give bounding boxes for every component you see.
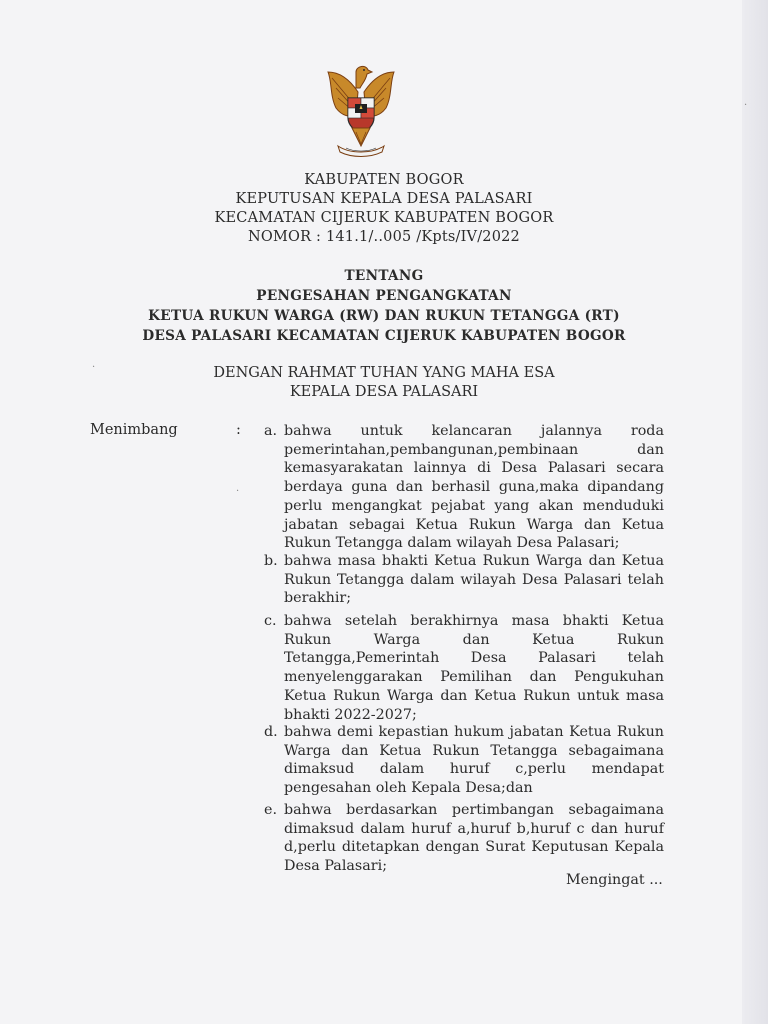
scan-speck: · bbox=[744, 100, 748, 111]
header-regency: KABUPATEN BOGOR bbox=[304, 172, 464, 188]
salutation-line-2: KEPALA DESA PALASARI bbox=[289, 384, 479, 400]
title-subject: PENGESAHAN PENGANGKATAN bbox=[256, 288, 512, 304]
list-item-text: bahwa setelah berakhirnya masa bhakti Ketua Rukun Warga dan Ketua Rukun Tetangga,Pemerintah Desa Palasari telah menyelenggarakan Pemilihan dan Pengukuhan Ketua Rukun Warga dan Ketua Rukun untuk masa bhakti 2022-2027; bbox=[284, 613, 664, 723]
list-item-text: bahwa untuk kelancaran jalannya roda pemerintahan,pembangunan,pembinaan dan kemasyarakatan lainnya di Desa Palasari secara berdaya guna dan berhasil guna,maka dipandang perlu mengangkat pejabat yang akan menduduki jabatan sebagai Ketua Rukun Warga dan Ketua Rukun Tetangga dalam wilayah Desa Palasari; bbox=[284, 423, 664, 552]
list-item-text: bahwa demi kepastian hukum jabatan Ketua Rukun Warga dan Ketua Rukun Tetangga sebagaimana dimaksud dalam huruf c,perlu mendapat pengesahan oleh Kepala Desa;dan bbox=[284, 724, 664, 797]
continuation-note: Mengingat ... bbox=[566, 872, 663, 888]
list-item-text: bahwa masa bhakti Ketua Rukun Warga dan Ketua Rukun Tetangga dalam wilayah Desa Palasari telah berakhir; bbox=[284, 553, 664, 607]
list-item bbox=[264, 801, 664, 876]
header-district: KECAMATAN CIJERUK KABUPATEN BOGOR bbox=[214, 210, 554, 226]
section-label-menimbang: Menimbang bbox=[90, 422, 178, 438]
salutation-line-1: DENGAN RAHMAT TUHAN YANG MAHA ESA bbox=[213, 365, 555, 381]
scan-speck: · bbox=[236, 486, 240, 497]
scan-speck: · bbox=[92, 362, 96, 373]
list-item bbox=[264, 552, 664, 608]
list-item-letter: c. bbox=[264, 613, 277, 629]
title-about: TENTANG bbox=[344, 268, 424, 284]
list-item-letter: d. bbox=[264, 724, 278, 740]
header-decree-title: KEPUTUSAN KEPALA DESA PALASARI bbox=[235, 191, 533, 207]
list-item-text: bahwa berdasarkan pertimbangan sebagaimana dimaksud dalam huruf a,huruf b,huruf c dan huruf d,perlu ditetapkan dengan Surat Keputusan Kepala Desa Palasari; bbox=[284, 802, 664, 875]
list-item-letter: a. bbox=[264, 423, 278, 439]
title-location: DESA PALASARI KECAMATAN CIJERUK KABUPATEN BOGOR bbox=[142, 328, 626, 344]
list-item bbox=[264, 612, 664, 724]
scan-edge bbox=[742, 0, 768, 1024]
list-item-letter: b. bbox=[264, 553, 278, 569]
title-subject-detail: KETUA RUKUN WARGA (RW) DAN RUKUN TETANGGA (RT) bbox=[148, 308, 620, 324]
section-colon: : bbox=[236, 422, 241, 438]
garuda-emblem-icon bbox=[322, 62, 400, 158]
list-item bbox=[264, 723, 664, 798]
header-number: NOMOR : 141.1/..005 /Kpts/IV/2022 bbox=[248, 229, 520, 245]
list-item bbox=[264, 422, 664, 553]
list-item-letter: e. bbox=[264, 802, 278, 818]
